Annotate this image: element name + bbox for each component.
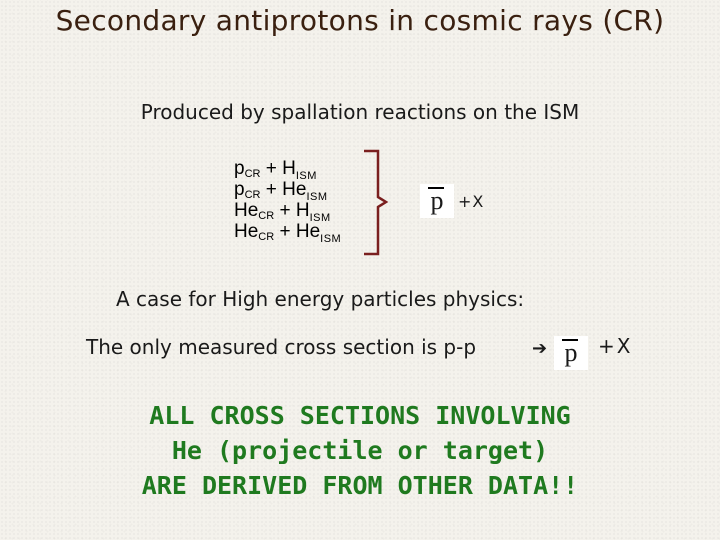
reaction-row <box>234 158 341 182</box>
product-suffix: +X <box>598 334 633 358</box>
target: H <box>282 158 296 179</box>
plus-sign: + <box>279 221 291 242</box>
projectile: p <box>234 158 245 179</box>
right-arrow-icon: ➔ <box>532 338 548 359</box>
measured-statement: The only measured cross section is p-p <box>86 335 477 359</box>
reaction-row <box>234 221 342 245</box>
conclusion-line: ARE DERIVED FROM OTHER DATA!! <box>141 471 579 500</box>
projectile: He <box>234 221 259 242</box>
projectile: p <box>234 179 245 200</box>
product-suffix: +X <box>458 192 485 211</box>
conclusion-block <box>0 398 720 503</box>
conclusion-line: He (projectile or target) <box>171 436 549 465</box>
reaction-bracket <box>360 148 390 258</box>
reaction-row <box>234 200 341 224</box>
plus-sign: + <box>279 200 291 221</box>
reaction-list <box>234 158 342 245</box>
projectile-subscript: CR <box>258 210 275 222</box>
projectile-subscript: CR <box>258 231 275 243</box>
slide-subtitle: Produced by spallation reactions on the ISM <box>140 100 580 124</box>
target-subscript: ISM <box>306 191 328 203</box>
target-subscript: ISM <box>309 212 331 224</box>
slide-title: Secondary antiprotons in cosmic rays (CR) <box>55 4 665 37</box>
projectile-subscript: CR <box>244 189 261 201</box>
plus-sign: + <box>265 179 277 200</box>
projectile-subscript: CR <box>244 168 261 180</box>
target-subscript: ISM <box>295 170 317 182</box>
target: He <box>282 179 307 200</box>
target-subscript: ISM <box>320 233 342 245</box>
plus-sign: + <box>265 158 277 179</box>
antiproton-symbol: p <box>554 336 588 370</box>
projectile: He <box>234 200 259 221</box>
target: He <box>295 221 321 242</box>
conclusion-line: ALL CROSS SECTIONS INVOLVING <box>149 401 571 430</box>
reaction-row <box>234 179 341 203</box>
section-heading: A case for High energy particles physics: <box>116 287 525 311</box>
target: H <box>295 200 310 221</box>
antiproton-symbol: p <box>420 184 454 218</box>
